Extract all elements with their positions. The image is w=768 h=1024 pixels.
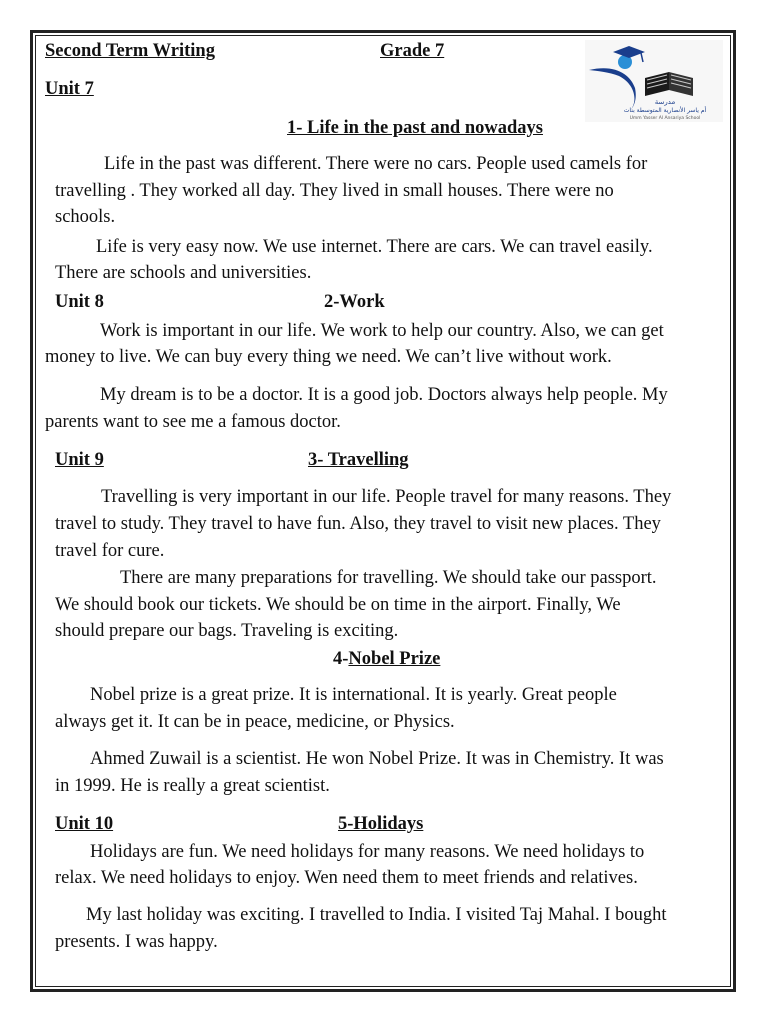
section5-line: presents. I was happy. <box>55 932 218 952</box>
section5-title: 5-Holidays <box>338 814 424 834</box>
section2-line: parents want to see me a famous doctor. <box>45 412 341 432</box>
logo-caption-english: Umm Yasser Al Ansariya School <box>629 116 701 121</box>
unit10-label: Unit 10 <box>55 814 114 834</box>
section5-line: Holidays are fun. We need holidays for many reasons. We need holidays to <box>90 842 645 862</box>
section2-line: My dream is to be a doctor. It is a good job. Doctors always help people. My <box>100 385 668 405</box>
section4-title-text: Nobel Prize <box>348 649 441 669</box>
section4-line: in 1999. He is really a great scientist. <box>55 776 330 796</box>
section1-line: Life is very easy now. We use internet. There are cars. We can travel easily. <box>96 237 653 257</box>
section1-line: schools. <box>55 207 116 227</box>
section2-line: Work is important in our life. We work to help our country. Also, we can get <box>100 321 664 341</box>
section3-line: We should book our tickets. We should be on time in the airport. Finally, We <box>55 595 621 615</box>
section3-line: There are many preparations for travelling. We should take our passport. <box>120 568 657 588</box>
logo-caption-arabic-2: أم ياسر الأنصارية المتوسطة بنات <box>623 107 707 114</box>
section4-line: Nobel prize is a great prize. It is international. It is yearly. Great people <box>90 685 617 705</box>
section1-line: Life in the past was different. There were no cars. People used camels for <box>104 154 648 174</box>
section3-title: 3- Travelling <box>308 450 409 470</box>
section3-line: travel to study. They travel to have fun. Also, they travel to visit new places. They <box>55 514 661 534</box>
section4-title <box>333 648 440 670</box>
school-logo <box>585 40 723 122</box>
section4-line: Ahmed Zuwail is a scientist. He won Nobel Prize. It was in Chemistry. It was <box>90 749 664 769</box>
section3-line: Travelling is very important in our life. People travel for many reasons. They <box>101 487 672 507</box>
section5-line: relax. We need holidays to enjoy. Wen need them to meet friends and relatives. <box>55 868 638 888</box>
worksheet-title: Second Term Writing <box>45 41 215 61</box>
grade-label: Grade 7 <box>380 41 445 61</box>
section4-line: always get it. It can be in peace, medicine, or Physics. <box>55 712 455 732</box>
section1-line: There are schools and universities. <box>55 263 312 283</box>
section3-line: should prepare our bags. Traveling is exciting. <box>55 621 399 641</box>
logo-caption-arabic-1: مدرسة <box>654 98 676 106</box>
unit9-label: Unit 9 <box>55 450 104 470</box>
school-logo-graduate-book-icon <box>585 40 723 122</box>
unit7-label: Unit 7 <box>45 79 94 99</box>
section4-title-prefix: 4- <box>333 649 349 669</box>
unit8-label: Unit 8 <box>55 292 104 312</box>
section1-line: travelling . They worked all day. They lived in small houses. There were no <box>55 181 614 201</box>
section2-title: 2-Work <box>324 292 385 312</box>
section3-line: travel for cure. <box>55 541 165 561</box>
section1-title: 1- Life in the past and nowadays <box>287 118 543 138</box>
section2-line: money to live. We can buy every thing we need. We can’t live without work. <box>45 347 612 367</box>
section5-line: My last holiday was exciting. I travelled to India. I visited Taj Mahal. I bought <box>86 905 667 925</box>
